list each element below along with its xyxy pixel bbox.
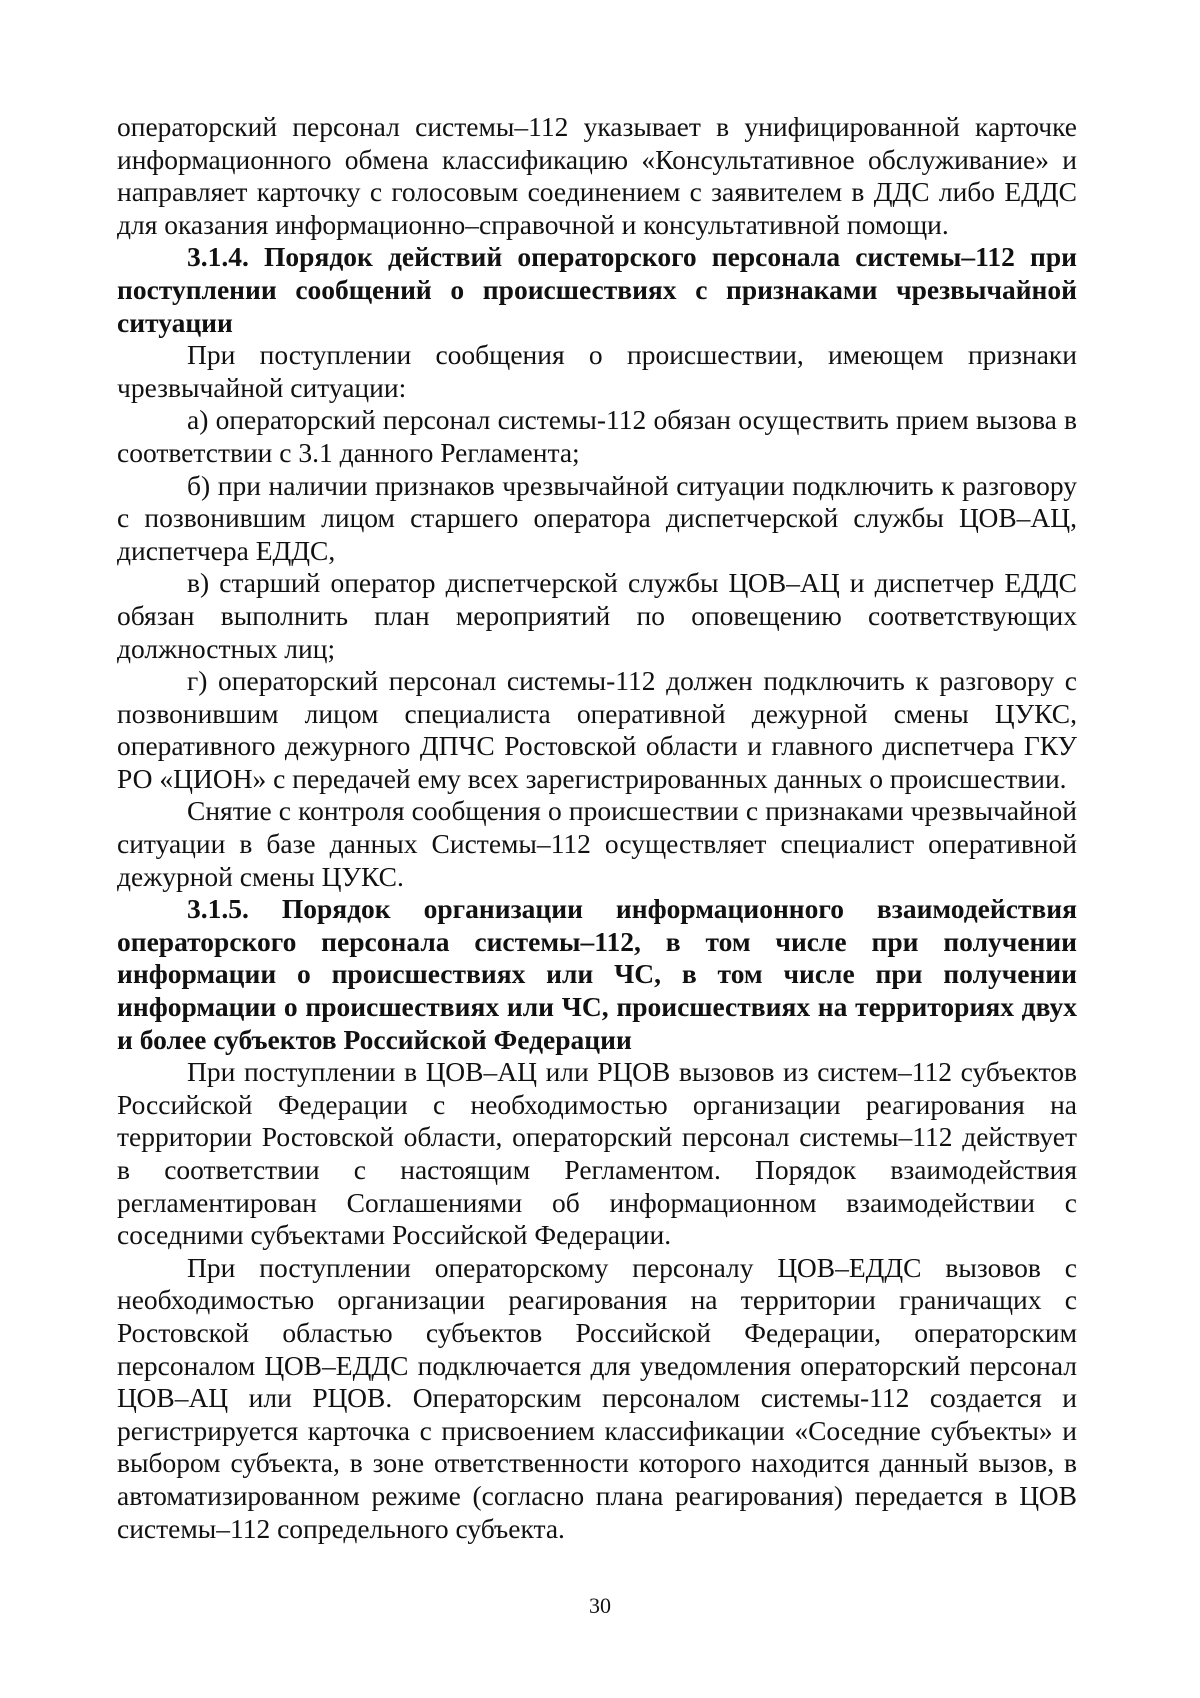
page-number: 30 [589,1593,611,1618]
list-item-v: в) старший оператор диспетчерской службы ЦОВ–АЦ и диспетчер ЕДДС обязан выполнить план мероприятий по оповещению соответствующих должностных лиц; [117,567,1077,664]
list-item-b: б) при наличии признаков чрезвычайной ситуации подключить к разговору с позвонившим лицом старшего оператора диспетчерской службы ЦОВ–АЦ, диспетчера ЕДДС, [117,469,1077,566]
paragraph-continuation: операторский персонал системы–112 указывает в унифицированной карточке информационного обмена классификацию «Консультативное обслуживание» и направляет карточку с голосовым соединением с заявителем в ДДС либо ЕДДС для оказания информационно–справочной и консультативной помощи. [117,111,1077,240]
section-heading-3-1-5: 3.1.5. Порядок организации информационного взаимодействия операторского персонала системы–112, в том числе при получении информации о происшествиях или ЧС, в том числе при получении информации о происшествиях или ЧС, происшествиях на территориях двух и более субъектов Российской Федерации [117,893,1077,1055]
document-body [117,111,1077,1545]
list-item-a: а) операторский персонал системы-112 обязан осуществить прием вызова в соответствии с 3.1 данного Регламента; [117,404,1077,468]
paragraph-intro-emergency: При поступлении сообщения о происшествии, имеющем признаки чрезвычайной ситуации: [117,339,1077,403]
section-heading-3-1-4: 3.1.4. Порядок действий операторского персонала системы–112 при поступлении сообщений о происшествиях с признаками чрезвычайной ситуации [117,241,1077,338]
paragraph-neighbor-subjects: При поступлении операторскому персоналу ЦОВ–ЕДДС вызовов с необходимостью организации реагирования на территории граничащих с Ростовской областью субъектов Российской Федерации, операторским персоналом ЦОВ–ЕДДС подключается для уведомления операторский персонал ЦОВ–АЦ или РЦОВ. Операторским персоналом системы-112 создается и регистрируется карточка с присвоением классификации «Соседние субъекты» и выбором субъекта, в зоне ответственности которого находится данный вызов, в автоматизированном режиме (согласно плана реагирования) передается в ЦОВ системы–112 сопредельного субъекта. [117,1251,1077,1544]
list-item-g: г) операторский персонал системы-112 должен подключить к разговору с позвонившим лицом специалиста оперативной дежурной смены ЦУКС, оперативного дежурного ДПЧС Ростовской области и главного диспетчера ГКУ РО «ЦИОН» с передачей ему всех зарегистрированных данных о происшествии. [117,665,1077,794]
paragraph-incoming-calls: При поступлении в ЦОВ–АЦ или РЦОВ вызовов из систем–112 субъектов Российской Федерации с необходимостью организации реагирования на территории Ростовской области, операторский персонал системы–112 действует в соответствии с настоящим Регламентом. Порядок взаимодействия регламентирован Соглашениями об информационном взаимодействии с соседними субъектами Российской Федерации. [117,1056,1077,1251]
paragraph-control-removal: Снятие с контроля сообщения о происшествии с признаками чрезвычайной ситуации в базе данных Системы–112 осуществляет специалист оперативной дежурной смены ЦУКС. [117,795,1077,892]
